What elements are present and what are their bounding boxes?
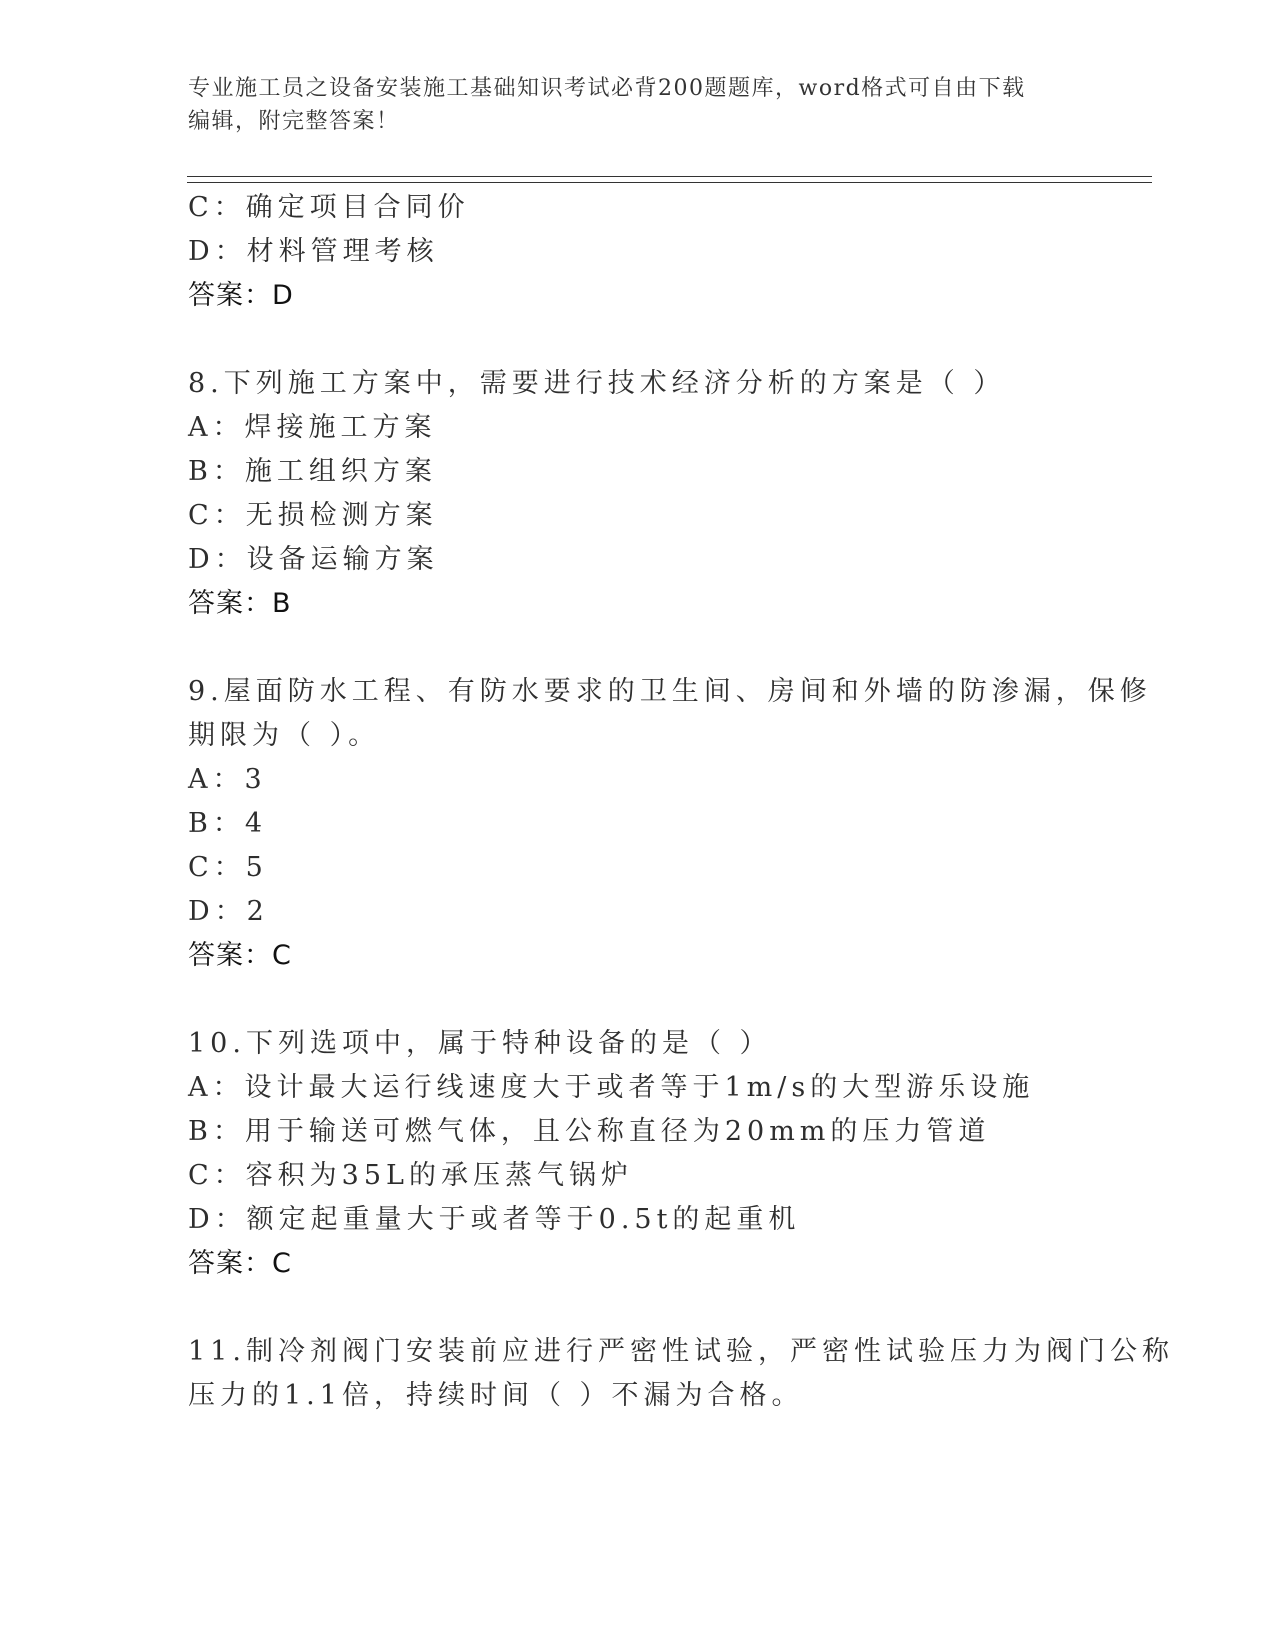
q9-answer: 答案：C (188, 940, 292, 971)
q10-option-b: B：用于输送可燃气体，且公称直径为20mm的压力管道 (188, 1116, 991, 1147)
header-divider-top (187, 176, 1152, 177)
q10-option-c: C：容积为35L的承压蒸气锅炉 (188, 1160, 633, 1191)
q10-answer: 答案：C (188, 1248, 292, 1279)
q10-option-a: A：设计最大运行线速度大于或者等于1m/s的大型游乐设施 (188, 1072, 1035, 1103)
q11-question-line-2: 压力的1.1倍，持续时间（ ）不漏为合格。 (188, 1380, 804, 1411)
header-line-1: 专业施工员之设备安装施工基础知识考试必背200题题库，word格式可自由下载 (188, 76, 1026, 101)
q9-option-a: A：3 (188, 764, 267, 795)
header-line-2: 编辑，附完整答案！ (188, 109, 400, 134)
q9-question-line-2: 期限为（ ）。 (188, 720, 381, 751)
q8-option-d: D：设备运输方案 (188, 544, 439, 575)
q8-question: 8.下列施工方案中，需要进行技术经济分析的方案是（ ） (188, 368, 1006, 399)
q9-option-c: C：5 (188, 852, 268, 883)
header-divider-bottom (187, 182, 1152, 183)
q8-option-c: C：无损检测方案 (188, 500, 438, 531)
q10-question: 10.下列选项中，属于特种设备的是（ ） (188, 1028, 772, 1059)
document-header (188, 72, 1088, 138)
q9-option-b: B：4 (188, 808, 268, 839)
q7-option-c: C：确定项目合同价 (188, 192, 470, 223)
q7-option-d: D：材料管理考核 (188, 236, 439, 267)
q8-option-a: A：焊接施工方案 (188, 412, 437, 443)
q8-option-b: B：施工组织方案 (188, 456, 437, 487)
q11-question-line-1: 11.制冷剂阀门安装前应进行严密性试验，严密性试验压力为阀门公称 (188, 1336, 1174, 1367)
q8-answer: 答案：B (188, 588, 292, 619)
q9-question-line-1: 9.屋面防水工程、有防水要求的卫生间、房间和外墙的防渗漏，保修 (188, 676, 1152, 707)
q10-option-d: D：额定起重量大于或者等于0.5t的起重机 (188, 1204, 801, 1235)
q9-option-d: D：2 (188, 896, 269, 927)
q7-answer: 答案：D (188, 280, 294, 311)
